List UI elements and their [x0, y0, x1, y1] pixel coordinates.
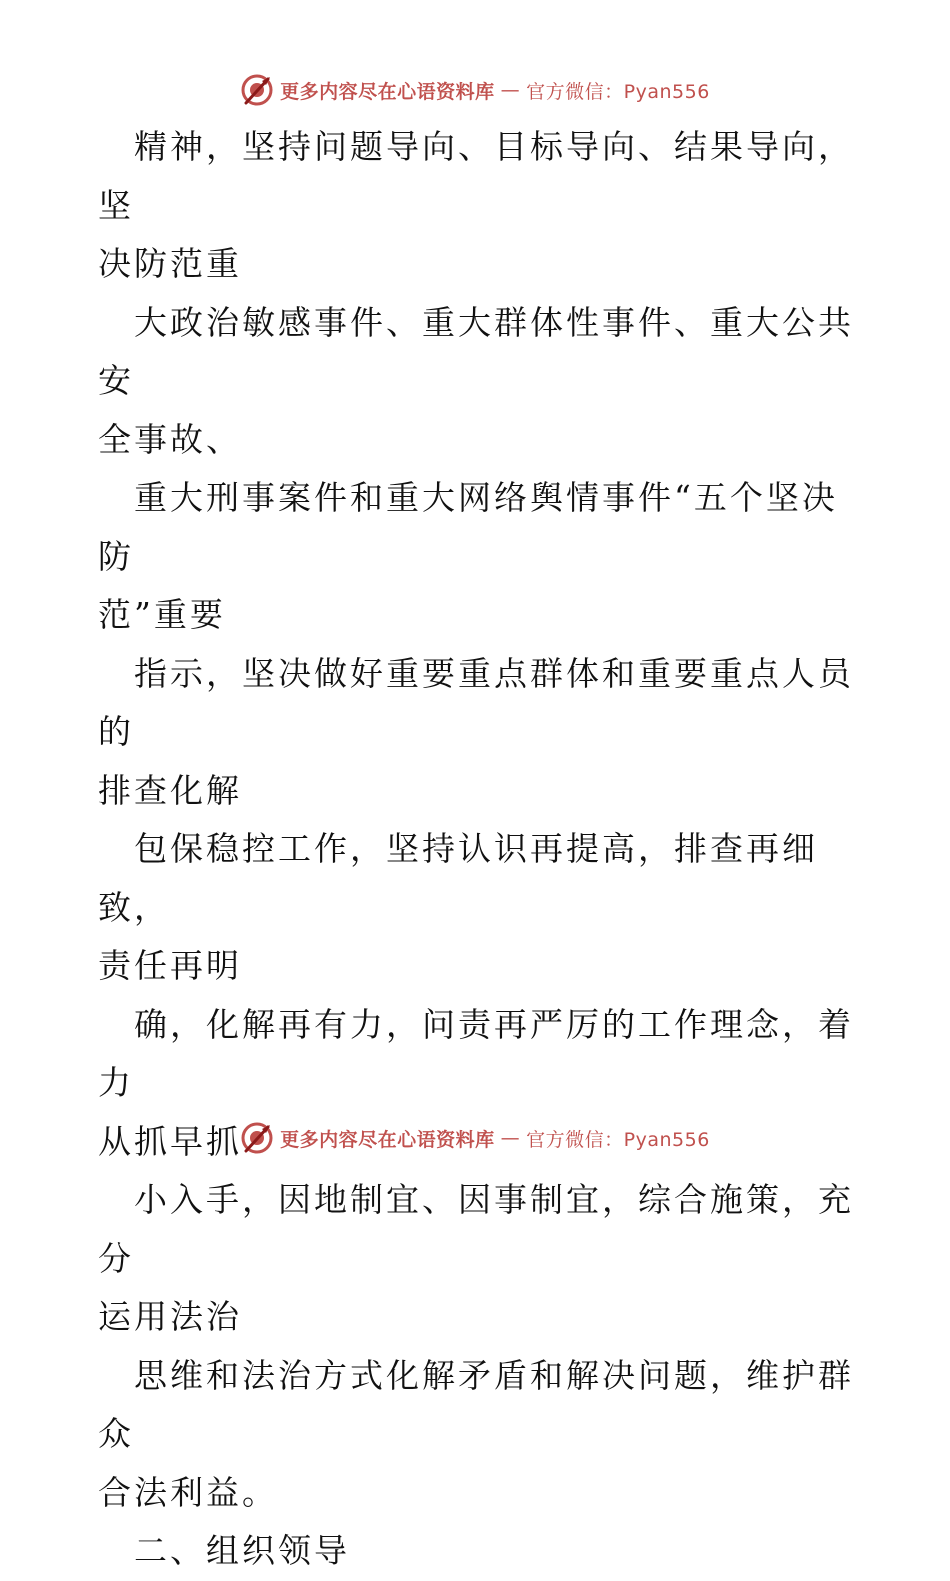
watermark-separator: —	[500, 79, 521, 101]
watermark-separator: —	[500, 1127, 521, 1149]
quill-logo-icon	[240, 1121, 274, 1155]
paragraph	[98, 294, 858, 470]
paragraph-wrap-line: 范”重要	[98, 595, 226, 634]
paragraph-first-line: 确，化解再有力，问责再严厉的工作理念，着力	[98, 1004, 854, 1102]
paragraph-first-line: 大政治敏感事件、重大群体性事件、重大公共安	[98, 302, 854, 400]
paragraph-wrap-line: 从抓早抓	[98, 1121, 242, 1161]
paragraph-wrap-line: 运用法治	[98, 1297, 242, 1336]
watermark-contact: 官方微信：Pyan556	[526, 1128, 710, 1151]
section-heading	[98, 1522, 858, 1581]
watermark-contact: 官方微信：Pyan556	[526, 80, 710, 103]
paragraph-wrap-line: 排查化解	[98, 770, 242, 810]
paragraph-first-line: 思维和法治方式化解矛盾和解决问题，维护群众	[98, 1355, 854, 1453]
section-heading-text: 二、组织领导	[134, 1531, 350, 1570]
document-body	[98, 118, 858, 1581]
paragraph-first-line: 指示，坚决做好重要重点群体和重要重点人员的	[98, 653, 854, 751]
paragraph	[98, 118, 858, 294]
paragraph-wrap-line: 责任再明	[98, 946, 242, 985]
paragraph	[98, 820, 858, 996]
paragraph	[98, 469, 858, 645]
watermark-brand: 更多内容尽在心语资料库	[280, 80, 495, 103]
paragraph-wrap-line: 决防范重	[98, 244, 242, 283]
quill-logo-icon	[240, 73, 274, 107]
header-watermark	[0, 70, 950, 110]
watermark-brand: 更多内容尽在心语资料库	[280, 1128, 495, 1151]
paragraph-first-line: 小入手，因地制宜、因事制宜，综合施策，充分	[98, 1180, 854, 1278]
paragraph	[98, 645, 858, 821]
paragraph	[98, 1347, 858, 1523]
paragraph-first-line: 精神，坚持问题导向、目标导向、结果导向，坚	[98, 127, 854, 225]
paragraph	[98, 1171, 858, 1347]
paragraph-first-line: 包保稳控工作，坚持认识再提高，排查再细致，	[98, 829, 818, 927]
paragraph-wrap-line: 合法利益。	[98, 1472, 278, 1512]
paragraph-wrap-line: 全事故、	[98, 419, 242, 459]
paragraph-first-line: 重大刑事案件和重大网络舆情事件“五个坚决防	[98, 478, 838, 576]
footer-watermark	[0, 1118, 950, 1158]
